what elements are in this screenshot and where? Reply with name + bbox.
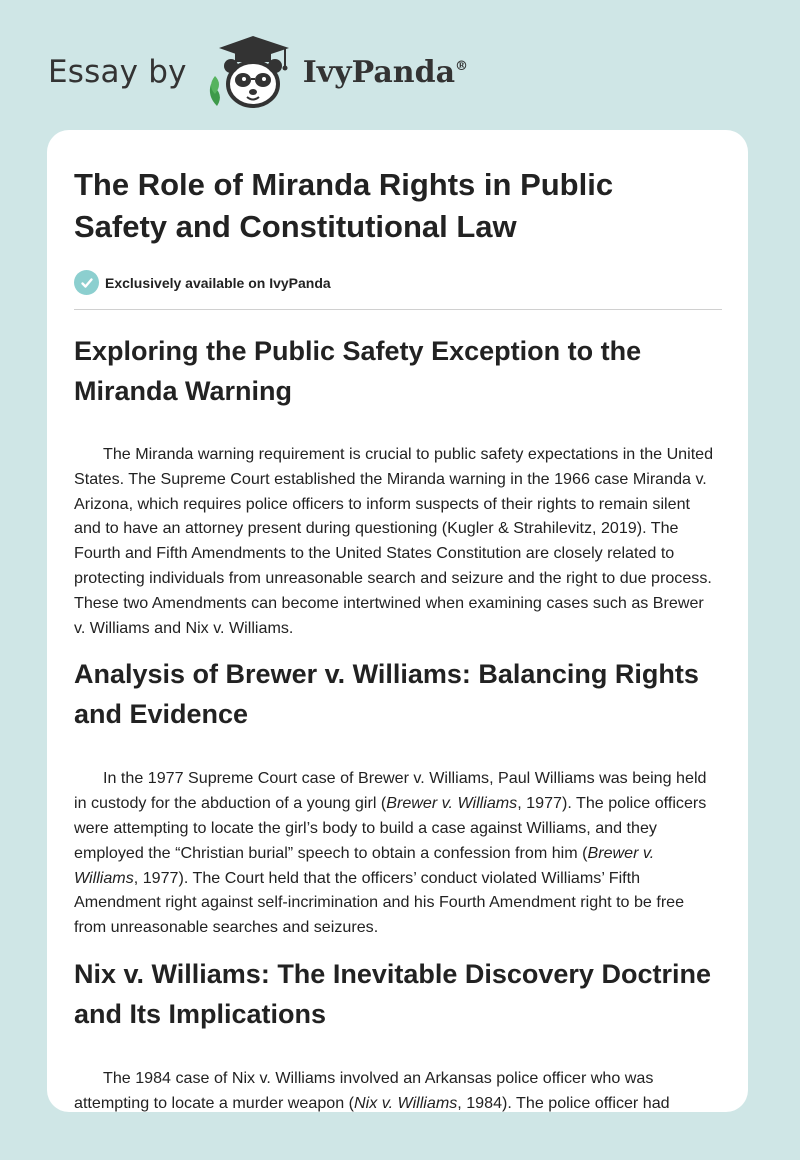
case-citation: Brewer v. Williams: [386, 794, 518, 813]
case-citation: Brewer v. Williams: [74, 843, 655, 887]
essay-by-label: Essay by: [48, 54, 187, 90]
check-circle-icon: [74, 270, 99, 295]
section-heading: Nix v. Williams: The Inevitable Discovery Doctrine and Its Implications: [74, 958, 711, 1029]
divider: [74, 309, 722, 310]
site-header: [48, 32, 548, 112]
page-title: The Role of Miranda Rights in Public Safety and Constitutional Law: [74, 167, 614, 244]
case-citation: Nix v. Williams: [354, 1093, 458, 1112]
section-paragraph: The 1984 case of Nix v. Williams involved an Arkansas police officer who was attempting to locate a murder weapon (Nix v. Williams, 1984). The police officer had: [74, 1068, 670, 1112]
brand-name[interactable]: IvyPanda®: [302, 54, 469, 90]
badge-label: Exclusively available on IvyPanda: [105, 274, 331, 291]
panda-graduate-icon[interactable]: [205, 32, 297, 112]
section-paragraph: The Miranda warning requirement is crucial to public safety expectations in the United States. The Supreme Court established the Miranda warning in the 1966 case Miranda v. Arizona, which requires police officers to inform suspects of their rights to remain silent and to have an attorney present during questioning (Kugler & Strahilevitz, 2019). The Fourth and Fifth Amendments to the United States Constitution are closely related to protecting individuals from unreasonable search and seizure and the right to due process. These two Amendments can become intertwined when examining cases such as Brewer v. Williams and Nix v. Williams.: [74, 445, 714, 637]
section-heading: Analysis of Brewer v. Williams: Balancing Rights and Evidence: [74, 659, 699, 730]
exclusive-badge: [74, 270, 722, 295]
section-heading: Exploring the Public Safety Exception to the Miranda Warning: [74, 336, 642, 406]
section-paragraph: In the 1977 Supreme Court case of Brewer v. Williams, Paul Williams was being held in custody for the abduction of a young girl (Brewer v. Williams, 1977). The police officers were attempting to locate the girl’s body to build a case against Williams, and they employed the “Christian burial” speech to obtain a confession from him (Brewer v. Williams, 1977). The Court held that the officers’ conduct violated Williams’ Fifth Amendment right against self-incrimination and his Fourth Amendment right to be free from unreasonable searches and seizures.: [74, 769, 707, 937]
essay-card: [47, 130, 748, 1112]
